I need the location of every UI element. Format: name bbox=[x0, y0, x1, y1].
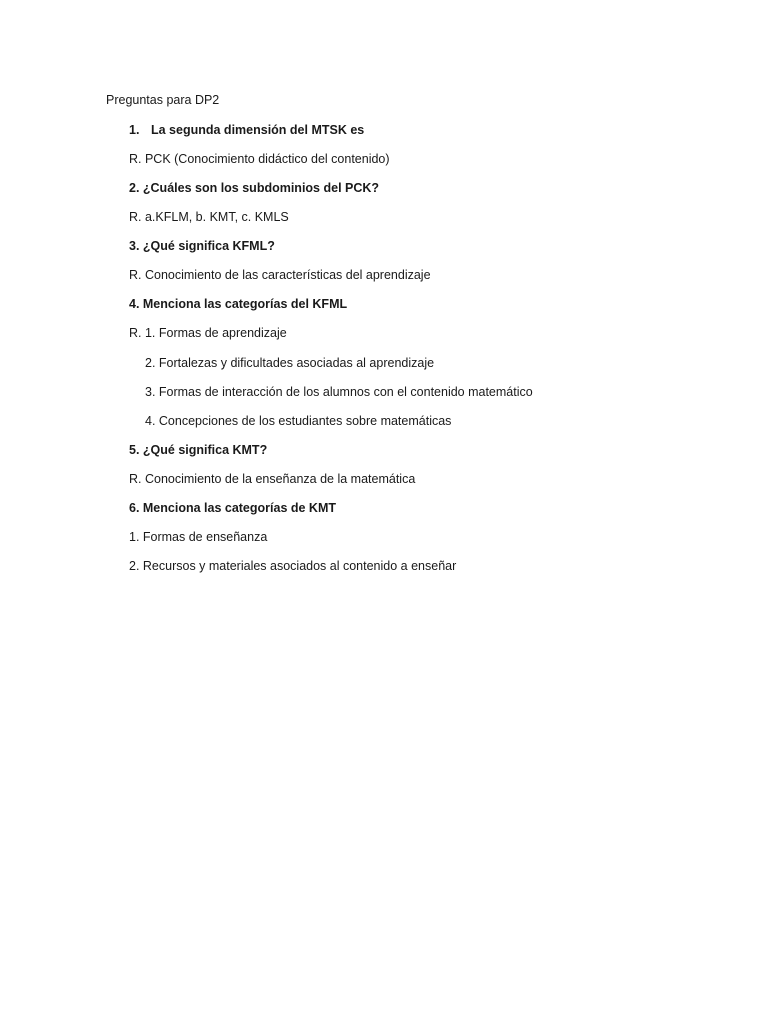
answer-2: R. a.KFLM, b. KMT, c. KMLS bbox=[129, 210, 289, 224]
answer-5: R. Conocimiento de la enseñanza de la matemática bbox=[129, 472, 416, 486]
document-title: Preguntas para DP2 bbox=[106, 93, 220, 107]
question-5: 5. ¿Qué significa KMT? bbox=[129, 443, 268, 457]
answer-6-item: 1. Formas de enseñanza bbox=[129, 530, 268, 544]
answer-1: R. PCK (Conocimiento didáctico del contenido) bbox=[129, 152, 390, 166]
question-1-number: 1. bbox=[129, 123, 140, 137]
answer-6-item: 2. Recursos y materiales asociados al contenido a enseñar bbox=[129, 559, 457, 573]
answer-4-item: 3. Formas de interacción de los alumnos con el contenido matemático bbox=[145, 385, 533, 399]
question-1-text: La segunda dimensión del MTSK es bbox=[151, 123, 365, 137]
answer-4-item: 4. Concepciones de los estudiantes sobre matemáticas bbox=[145, 414, 452, 428]
answer-4-item: R. 1. Formas de aprendizaje bbox=[129, 326, 287, 340]
question-6: 6. Menciona las categorías de KMT bbox=[129, 501, 337, 515]
question-2: 2. ¿Cuáles son los subdominios del PCK? bbox=[129, 181, 380, 195]
question-3: 3. ¿Qué significa KFML? bbox=[129, 239, 275, 253]
answer-3: R. Conocimiento de las características del aprendizaje bbox=[129, 268, 431, 282]
question-4: 4. Menciona las categorías del KFML bbox=[129, 297, 348, 311]
answer-4-item: 2. Fortalezas y dificultades asociadas al aprendizaje bbox=[145, 356, 435, 370]
question-1 bbox=[129, 122, 364, 138]
